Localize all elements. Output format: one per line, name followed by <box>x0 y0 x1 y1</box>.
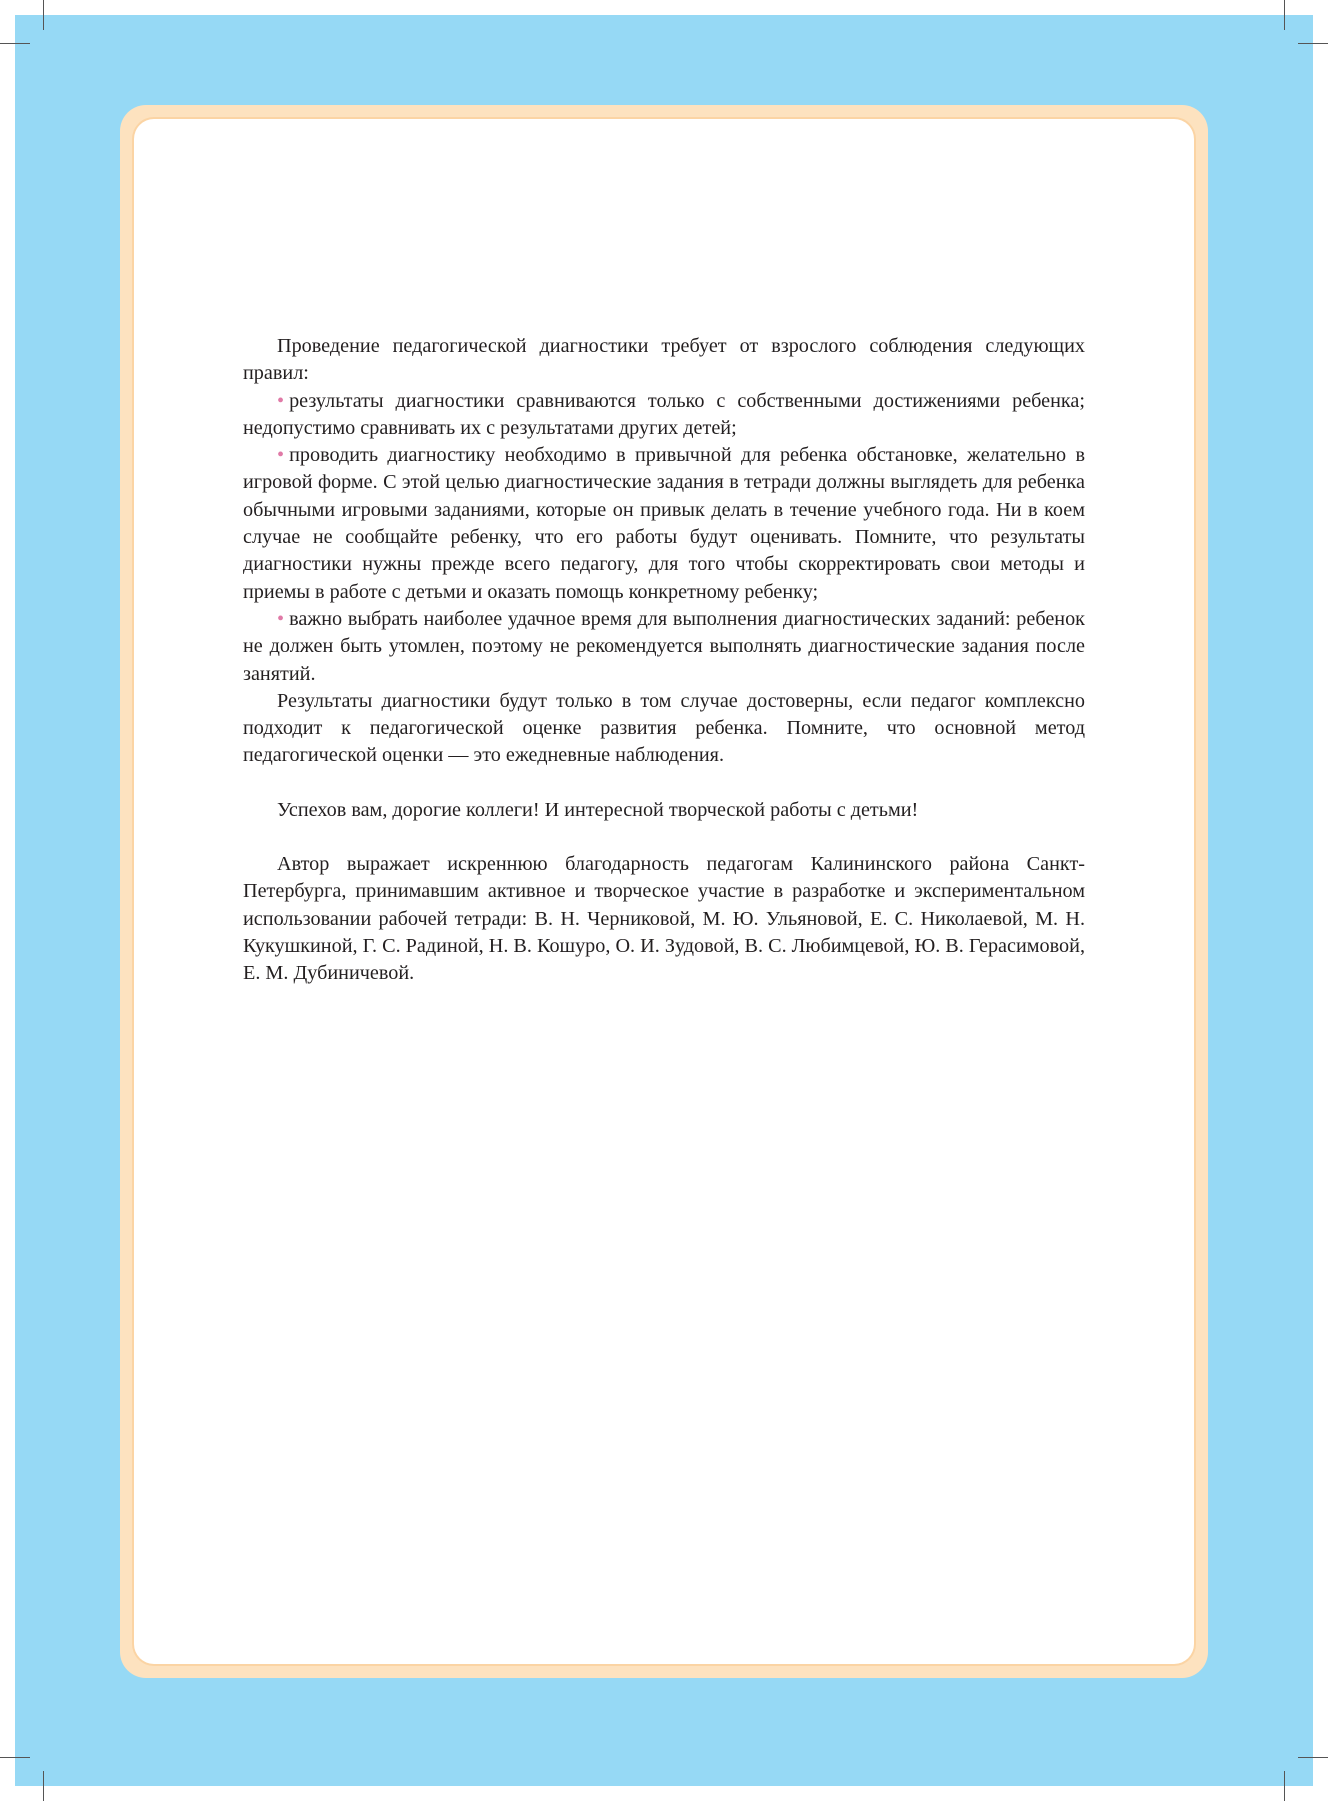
crop-mark-top-right <box>1298 43 1328 44</box>
bullet-text: результаты диагностики сравниваются только с собственными достижениями ребенка; недопустимо сравнивать их с результатами других детей; <box>243 389 1085 439</box>
bullet-dot-icon: • <box>277 444 285 467</box>
bullet-item <box>243 606 1085 688</box>
crop-mark-top-left <box>43 0 44 30</box>
bullet-dot-icon: • <box>277 607 285 630</box>
crop-mark-top-right <box>1284 0 1285 30</box>
crop-mark-top-left <box>0 43 30 44</box>
conclusion-paragraph: Результаты диагностики будут только в том случае достоверны, если педагог комплексно подходит к педагогической оценке развития ребенка. Помните, что основной метод педагогической оценки — это ежедневные наблюдения. <box>243 689 1085 767</box>
intro-paragraph: Проведение педагогической диагностики требует от взрослого соблюдения следующих правил: <box>243 335 1085 385</box>
acknowledgment-paragraph: Автор выражает искреннюю благодарность педагогам Калининского района Санкт-Петербурга, принимавшим активное и творческое участие в разработке и экспериментальном использовании рабочей тетради: В. Н. Черниковой, М. Ю. Ульяновой, Е. С. Николаевой, М. Н. Кукушкиной, Г. С. Радиной, Н. В. Кошуро, О. И. Зудовой, В. С. Любимцевой, Ю. В. Герасимовой, Е. М. Дубиничевой. <box>243 853 1085 985</box>
bullet-text: важно выбрать наиболее удачное время для выполнения диагностических заданий: ребенок не должен быть утомлен, поэтому не рекомендуется выполнять диагностические задания после занятий. <box>243 607 1085 685</box>
bullet-item <box>243 388 1085 443</box>
body-text <box>243 333 1085 988</box>
crop-mark-bottom-right <box>1298 1757 1328 1758</box>
bullet-text: проводить диагностику необходимо в привычной для ребенка обстановке, желательно в игровой форме. С этой целью диагностические задания в тетради должны выглядеть для ребенка обычными игровыми заданиями, которые он привык делать в течение учебного года. Ни в коем случае не сообщайте ребенку, что его работы будут оценивать. Помните, что результаты диагностики нужны прежде всего педагогу, для того чтобы скорректировать свои методы и приемы в работе с детьми и оказать помощь конкретному ребенку; <box>243 444 1085 603</box>
bullet-item <box>243 442 1085 606</box>
crop-mark-bottom-right <box>1284 1771 1285 1801</box>
bullet-dot-icon: • <box>277 389 285 412</box>
crop-mark-bottom-left <box>43 1771 44 1801</box>
wishes-paragraph: Успехов вам, дорогие коллеги! И интересной творческой работы с детьми! <box>277 798 919 821</box>
crop-mark-bottom-left <box>0 1757 30 1758</box>
